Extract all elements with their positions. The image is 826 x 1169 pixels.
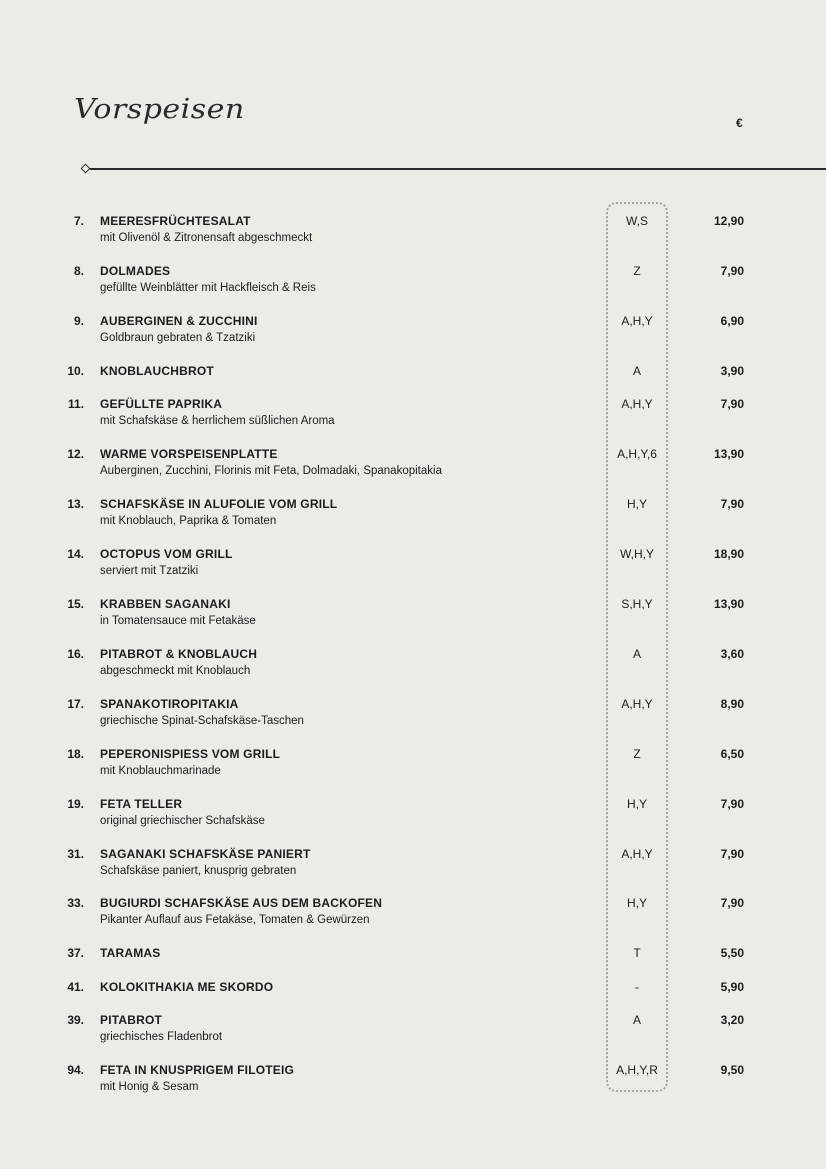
item-name: BUGIURDI SCHAFSKÄSE AUS DEM BACKOFEN	[100, 896, 383, 910]
item-allergens: A,H,Y	[621, 847, 653, 861]
item-price: 8,90	[720, 697, 744, 711]
item-allergens: W,H,Y	[619, 547, 654, 561]
item-price: 13,90	[713, 447, 744, 461]
item-description: abgeschmeckt mit Knoblauch	[100, 665, 251, 677]
menu-item	[0, 264, 826, 308]
item-description: Pikanter Auflauf aus Fetakäse, Tomaten & Gewürzen	[100, 914, 370, 926]
item-allergens: W,S	[625, 214, 648, 228]
item-name: KRABBEN SAGANAKI	[100, 597, 231, 611]
item-name: AUBERGINEN & ZUCCHINI	[100, 314, 258, 328]
item-name: GEFÜLLTE PAPRIKA	[100, 397, 223, 411]
item-description: serviert mit Tzatziki	[100, 565, 199, 577]
item-name: WARME VORSPEISENPLATTE	[100, 447, 278, 461]
item-name: MEERESFRÜCHTESALAT	[100, 214, 251, 228]
item-price: 7,90	[720, 847, 744, 861]
item-allergens: H,Y	[626, 797, 647, 811]
item-number: 94.	[67, 1063, 84, 1077]
item-price: 3,60	[720, 647, 744, 661]
item-number: 8.	[73, 264, 84, 278]
item-name: KOLOKITHAKIA ME SKORDO	[100, 980, 274, 994]
item-name: FETA IN KNUSPRIGEM FILOTEIG	[100, 1063, 295, 1077]
item-number: 41.	[67, 980, 84, 994]
item-allergens: Z	[633, 264, 641, 278]
item-description: Goldbraun gebraten & Tzatziki	[100, 332, 256, 344]
menu-item	[0, 314, 826, 358]
menu-item	[0, 797, 826, 841]
menu-item	[0, 697, 826, 741]
item-description: mit Honig & Sesam	[100, 1081, 199, 1093]
menu-item	[0, 896, 826, 940]
item-price: 3,20	[720, 1013, 744, 1027]
item-allergens: Z	[633, 747, 641, 761]
item-allergens: A,H,Y,6	[617, 447, 657, 461]
item-allergens: S,H,Y	[621, 597, 653, 611]
menu-item	[0, 547, 826, 591]
item-number: 9.	[73, 314, 84, 328]
item-number: 33.	[67, 896, 84, 910]
item-price: 3,90	[720, 364, 744, 378]
item-description: Auberginen, Zucchini, Florinis mit Feta, Dolmadaki, Spanakopitakia	[100, 465, 442, 477]
rule-ornament-icon	[81, 164, 91, 174]
item-number: 14.	[67, 547, 84, 561]
item-name: TARAMAS	[100, 946, 161, 960]
menu-item	[0, 1063, 826, 1107]
item-number: 16.	[67, 647, 84, 661]
item-price: 13,90	[713, 597, 744, 611]
item-number: 31.	[67, 847, 84, 861]
menu-item	[0, 747, 826, 791]
item-price: 6,90	[720, 314, 744, 328]
item-price: 18,90	[713, 547, 744, 561]
menu-item	[0, 647, 826, 691]
item-description: griechische Spinat-Schafskäse-Taschen	[100, 715, 304, 727]
item-allergens: H,Y	[626, 497, 647, 511]
item-name: SCHAFSKÄSE IN ALUFOLIE VOM GRILL	[100, 497, 338, 511]
item-description: griechisches Fladenbrot	[100, 1031, 223, 1043]
menu-item	[0, 597, 826, 641]
item-allergens: A	[632, 364, 641, 378]
item-number: 13.	[67, 497, 84, 511]
item-number: 15.	[67, 597, 84, 611]
item-description: mit Schafskäse & herrlichem süßlichen Aroma	[100, 415, 335, 427]
menu-item	[0, 1013, 826, 1057]
page-title: Vorspeisen	[74, 93, 245, 126]
item-number: 11.	[67, 397, 84, 411]
item-price: 7,90	[720, 497, 744, 511]
item-description: in Tomatensauce mit Fetakäse	[100, 615, 256, 627]
item-description: Schafskäse paniert, knusprig gebraten	[100, 865, 297, 877]
item-name: PITABROT	[100, 1013, 163, 1027]
item-number: 39.	[67, 1013, 84, 1027]
item-price: 5,90	[720, 980, 744, 994]
item-allergens: A	[632, 1013, 641, 1027]
item-number: 12.	[67, 447, 84, 461]
item-price: 6,50	[720, 747, 744, 761]
item-price: 5,50	[720, 946, 744, 960]
item-allergens: A	[632, 647, 641, 661]
item-allergens: A,H,Y,R	[616, 1063, 658, 1077]
item-allergens: T	[633, 946, 641, 960]
item-description: gefüllte Weinblätter mit Hackfleisch & Reis	[100, 282, 316, 294]
menu-item	[0, 847, 826, 891]
item-name: DOLMADES	[100, 264, 171, 278]
item-number: 37.	[67, 946, 84, 960]
item-price: 7,90	[720, 896, 744, 910]
item-price: 7,90	[720, 797, 744, 811]
item-price: 7,90	[720, 397, 744, 411]
menu-item	[0, 397, 826, 441]
item-name: PITABROT & KNOBLAUCH	[100, 647, 258, 661]
menu-item	[0, 214, 826, 258]
item-number: 17.	[67, 697, 84, 711]
item-number: 10.	[67, 364, 84, 378]
item-allergens: -	[635, 980, 639, 994]
item-allergens: A,H,Y	[621, 397, 653, 411]
item-price: 7,90	[720, 264, 744, 278]
item-allergens: A,H,Y	[621, 314, 653, 328]
menu-item	[0, 497, 826, 541]
item-name: SPANAKOTIROPITAKIA	[100, 697, 239, 711]
header-divider	[90, 168, 826, 170]
item-number: 18.	[67, 747, 84, 761]
item-name: KNOBLAUCHBROT	[100, 364, 214, 378]
item-price: 9,50	[720, 1063, 744, 1077]
menu-item	[0, 447, 826, 491]
item-name: PEPERONISPIESS VOM GRILL	[100, 747, 281, 761]
item-number: 19.	[67, 797, 84, 811]
item-name: OCTOPUS VOM GRILL	[100, 547, 233, 561]
item-description: mit Olivenöl & Zitronensaft abgeschmeckt	[100, 232, 313, 244]
item-number: 7.	[73, 214, 84, 228]
item-allergens: A,H,Y	[621, 697, 653, 711]
item-price: 12,90	[713, 214, 744, 228]
currency-label: €	[736, 116, 743, 130]
item-description: mit Knoblauch, Paprika & Tomaten	[100, 515, 277, 527]
item-description: original griechischer Schafskäse	[100, 815, 265, 827]
item-name: SAGANAKI SCHAFSKÄSE PANIERT	[100, 847, 311, 861]
item-name: FETA TELLER	[100, 797, 183, 811]
item-description: mit Knoblauchmarinade	[100, 765, 221, 777]
item-allergens: H,Y	[626, 896, 647, 910]
